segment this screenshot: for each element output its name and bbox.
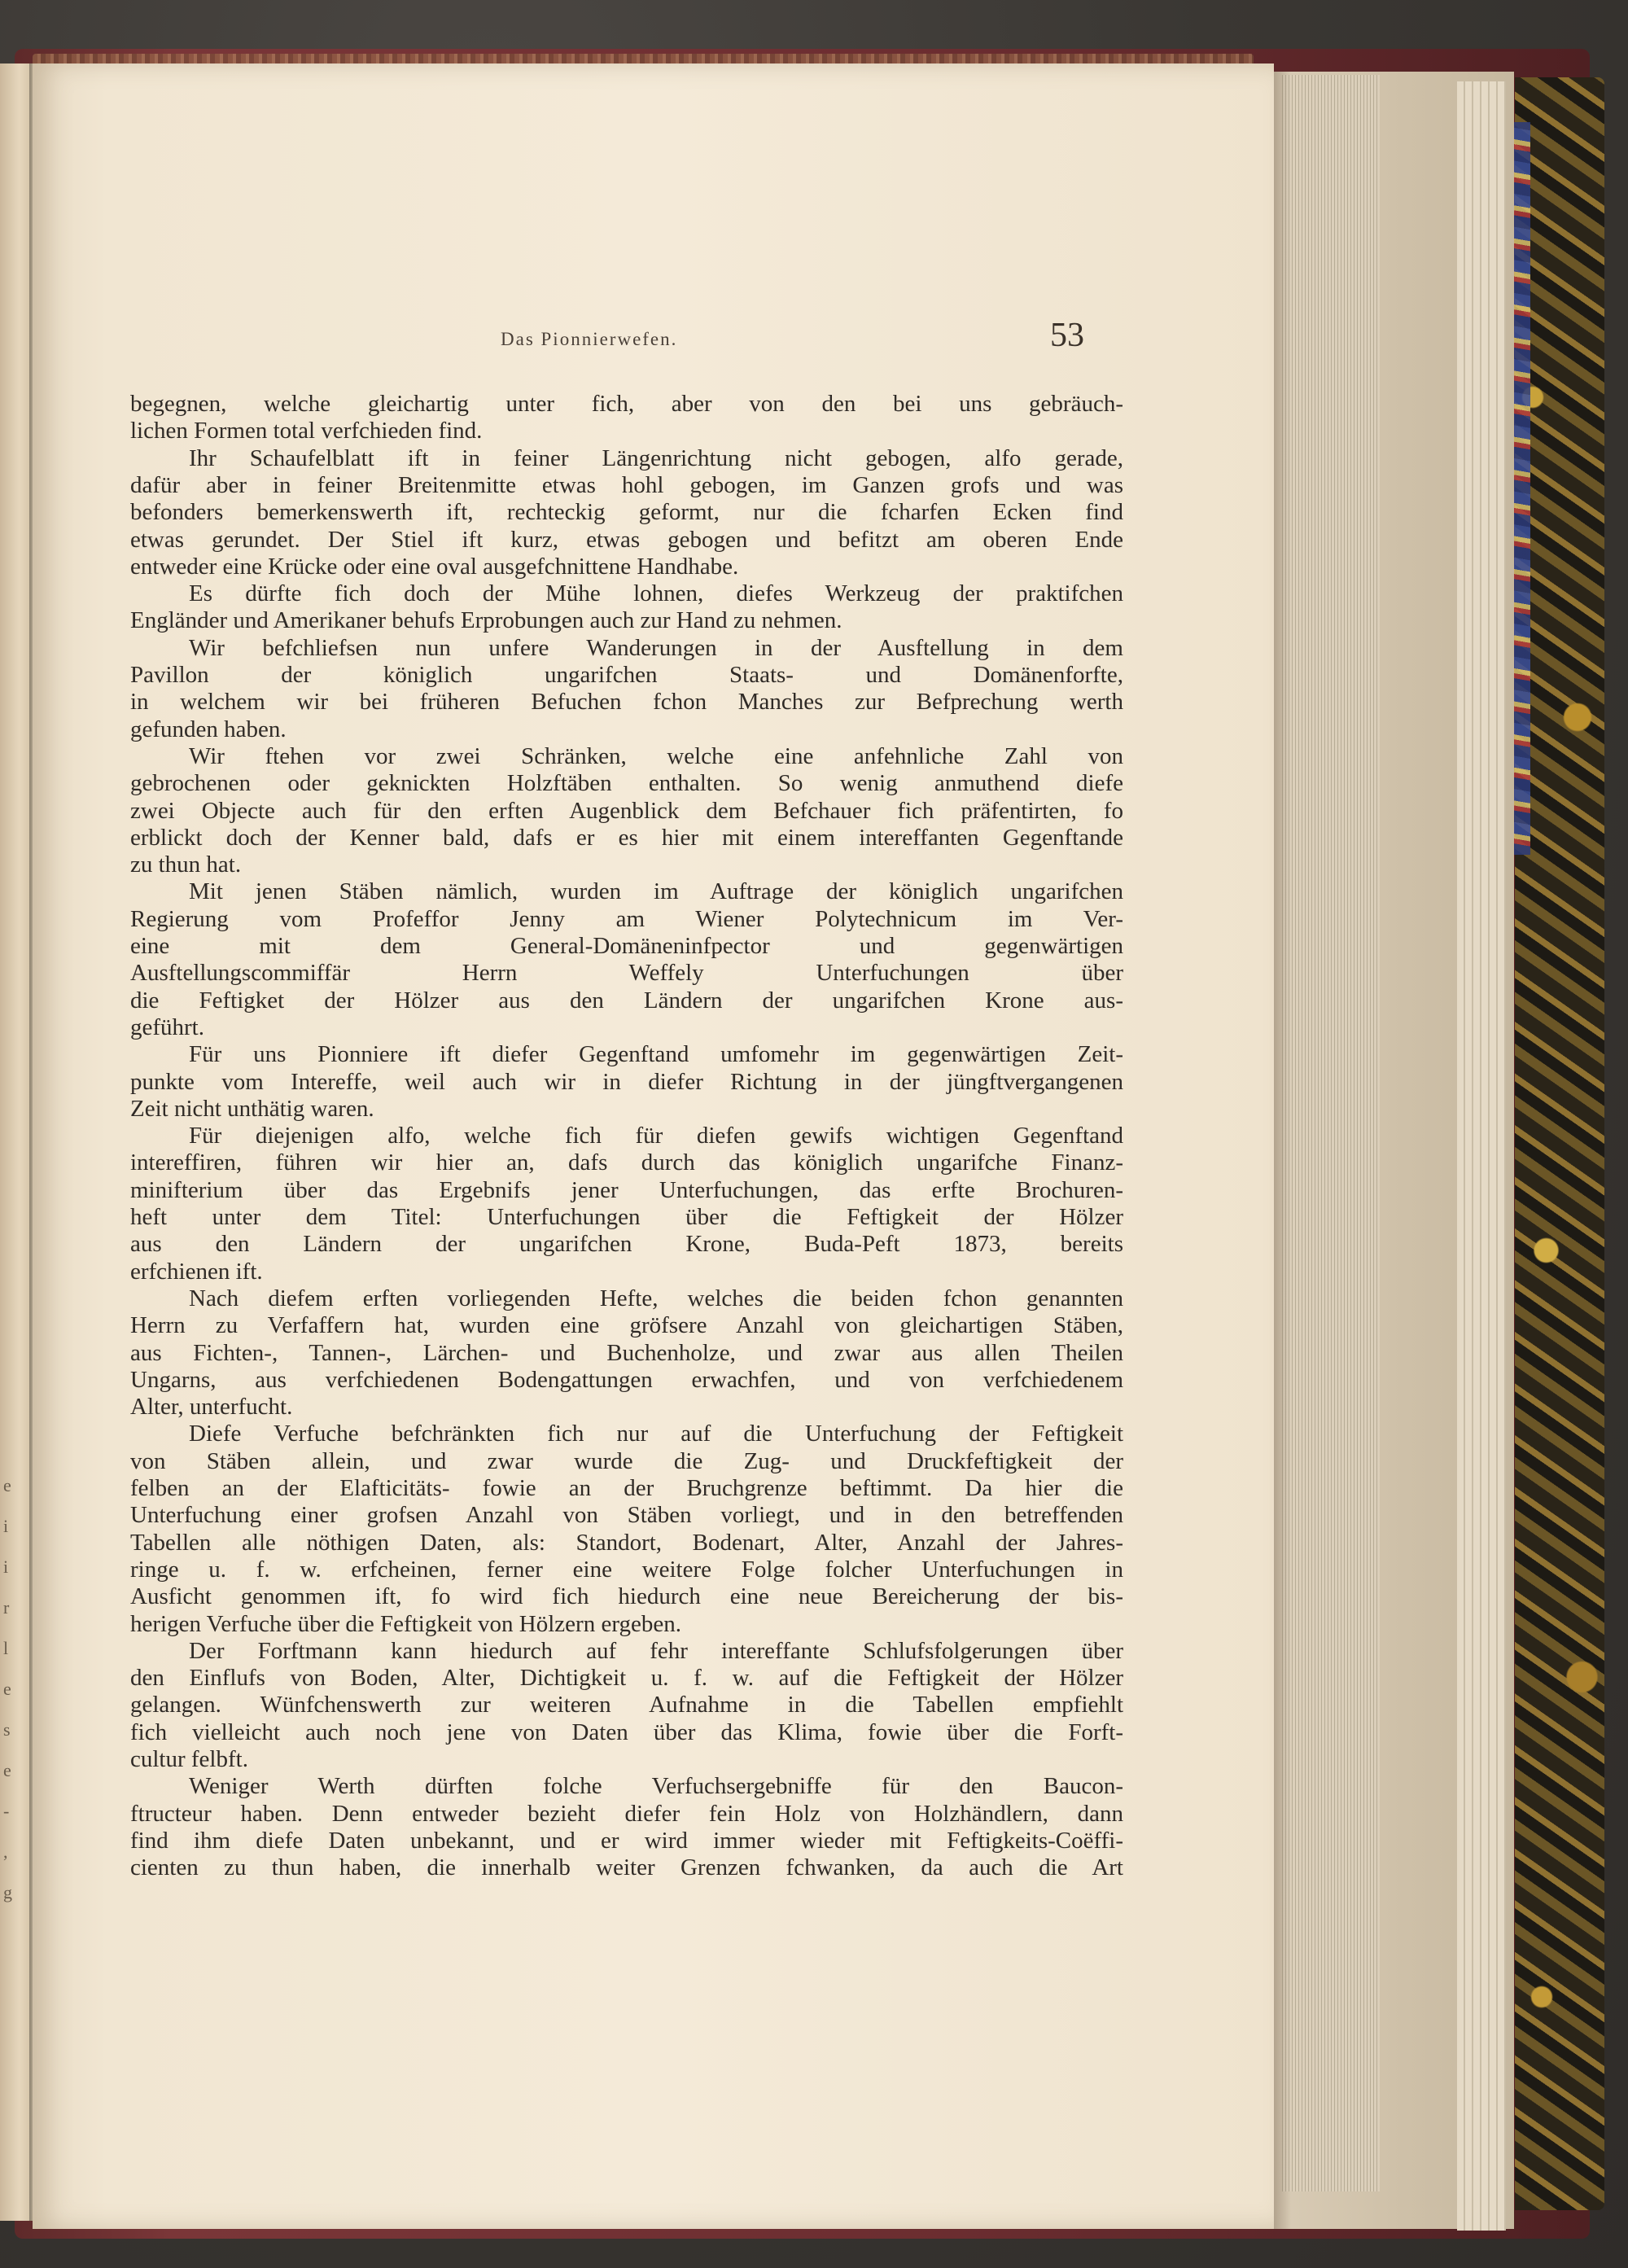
text-line: Der Forftmann kann hiedurch auf fehr intereffante Schlufsfolgerungen über bbox=[189, 1637, 1123, 1664]
text-line: ftructeur haben. Denn entweder bezieht diefer fein Holz von Holzhändlern, dann bbox=[130, 1800, 1123, 1827]
text-line: Regierung vom Profeffor Jenny am Wiener Polytechnicum im Ver- bbox=[130, 905, 1123, 932]
text-line: Ihr Schaufelblatt ift in feiner Längenrichtung nicht gebogen, alfo gerade, bbox=[189, 444, 1123, 471]
text-line: heft unter dem Titel: Unterfuchungen über die Feftigkeit der Hölzer bbox=[130, 1204, 1123, 1230]
marbled-edge-accent bbox=[1512, 122, 1530, 855]
text-line: Zeit nicht unthätig waren. bbox=[130, 1095, 374, 1122]
text-line: Mit jenen Stäben nämlich, wurden im Auftrage der königlich ungarifchen bbox=[189, 878, 1123, 905]
margin-letter: g bbox=[3, 1882, 12, 1902]
left-page-margin-letters bbox=[3, 1465, 20, 1921]
text-line: Alter, unterfucht. bbox=[130, 1394, 293, 1421]
text-line: herigen Verfuche über die Feftigkeit von Hölzern ergeben. bbox=[130, 1610, 681, 1637]
text-line: aus Fichten-, Tannen-, Lärchen- und Buchenholze, und zwar aus allen Theilen bbox=[130, 1339, 1123, 1366]
text-line: erfchienen ift. bbox=[130, 1258, 263, 1285]
text-line: Unterfuchung einer grofsen Anzahl von Stäben vorliegt, und in den betreffenden bbox=[130, 1502, 1123, 1529]
margin-letter: e bbox=[3, 1760, 11, 1780]
text-line: punkte vom Intereffe, weil auch wir in diefer Richtung in der jüngftvergangenen bbox=[130, 1068, 1123, 1095]
text-line: gefunden haben. bbox=[130, 716, 287, 742]
running-head bbox=[33, 259, 1274, 354]
text-line: Wir befchliefsen nun unfere Wanderungen in der Ausftellung in dem bbox=[189, 634, 1123, 661]
page-number: 53 bbox=[1050, 317, 1084, 354]
page-stack-lines bbox=[1282, 75, 1380, 2191]
text-line: find ihm diefe Daten unbekannt, und er wird immer wieder mit Feftigkeits-Coëffi- bbox=[130, 1827, 1123, 1854]
running-title: Das Pionnierwefen. bbox=[501, 329, 678, 349]
text-line: gebrochenen oder geknickten Holzftäben enthalten. So wenig anmuthend diefe bbox=[130, 770, 1123, 797]
text-line: ringe u. f. w. erfcheinen, ferner eine weitere Folge folcher Unterfuchungen in bbox=[130, 1556, 1123, 1583]
text-line: Ungarns, aus verfchiedenen Bodengattungen erwachfen, und von verfchiedenem bbox=[130, 1366, 1123, 1393]
text-line: fich vielleicht auch noch jene von Daten über das Klima, fowie über die Forft- bbox=[130, 1719, 1123, 1745]
text-line: Für diejenigen alfo, welche fich für diefen gewifs wichtigen Gegenftand bbox=[189, 1123, 1123, 1149]
text-line: minifterium über das Ergebnifs jener Unterfuchungen, das erfte Brochuren- bbox=[130, 1176, 1123, 1203]
text-line: erblickt doch der Kenner bald, dafs er es hier mit einem intereffanten Gegenftande bbox=[130, 824, 1123, 851]
text-line: Für uns Pionniere ift diefer Gegenftand umfomehr im gegenwärtigen Zeit- bbox=[189, 1041, 1123, 1068]
margin-letter: s bbox=[3, 1719, 11, 1740]
text-line: befonders bemerkenswerth ift, rechteckig geformt, nur die fcharfen Ecken find bbox=[130, 499, 1123, 526]
text-line: entweder eine Krücke oder eine oval ausgefchnittene Handhabe. bbox=[130, 553, 739, 580]
text-line: von Stäben allein, und zwar wurde die Zug- und Druckfeftigkeit der bbox=[130, 1447, 1123, 1474]
text-line: zwei Objecte auch für den erften Augenblick dem Befchauer fich präfentirten, fo bbox=[130, 797, 1123, 824]
text-line: cultur felbft. bbox=[130, 1746, 248, 1772]
margin-letter: i bbox=[3, 1516, 9, 1536]
text-line: begegnen, welche gleichartig unter fich, aber von den bei uns gebräuch- bbox=[130, 391, 1123, 417]
text-line: intereffiren, führen wir hier an, dafs durch das königlich ungarifche Finanz- bbox=[130, 1149, 1123, 1176]
margin-letter: - bbox=[3, 1801, 10, 1821]
text-line: den Einflufs von Boden, Alter, Dichtigkeit u. f. w. auf die Feftigkeit der Hölzer bbox=[130, 1665, 1123, 1692]
margin-letter: i bbox=[3, 1557, 9, 1577]
text-line: eine mit dem General-Domäneninfpector und gegenwärtigen bbox=[130, 933, 1123, 959]
margin-letter: e bbox=[3, 1475, 11, 1495]
book-page bbox=[33, 63, 1274, 2229]
text-line: gelangen. Wünfchenswerth zur weiteren Aufnahme in die Tabellen empfiehlt bbox=[130, 1692, 1123, 1719]
text-line: Es dürfte fich doch der Mühe lohnen, diefes Werkzeug der praktifchen bbox=[189, 580, 1123, 607]
page-stack-edges bbox=[1457, 81, 1506, 2231]
text-line: cienten zu thun haben, die innerhalb weiter Grenzen fchwanken, da auch die Art bbox=[130, 1854, 1123, 1881]
text-line: Weniger Werth dürften folche Verfuchsergebniffe für den Baucon- bbox=[189, 1773, 1123, 1800]
text-line: Pavillon der königlich ungarifchen Staats- und Domänenforfte, bbox=[130, 662, 1123, 688]
text-line: Engländer und Amerikaner behufs Erprobungen auch zur Hand zu nehmen. bbox=[130, 607, 842, 634]
text-line: aus den Ländern der ungarifchen Krone, Buda-Peft 1873, bereits bbox=[130, 1231, 1123, 1258]
margin-letter: r bbox=[3, 1597, 10, 1618]
margin-letter: e bbox=[3, 1679, 11, 1699]
text-line: dafür aber in feiner Breitenmitte etwas hohl gebogen, im Ganzen grofs und was bbox=[130, 471, 1123, 498]
text-line: Ausftellungscommiffär Herrn Weffely Unterfuchungen über bbox=[130, 960, 1123, 987]
text-line: Nach diefem erften vorliegenden Hefte, welches die beiden fchon genannten bbox=[189, 1285, 1123, 1311]
text-line: in welchem wir bei früheren Befuchen fchon Manches zur Befprechung werth bbox=[130, 689, 1123, 716]
text-line: die Feftigket der Hölzer aus den Ländern der ungarifchen Krone aus- bbox=[130, 987, 1123, 1014]
text-line: Wir ftehen vor zwei Schränken, welche eine anfehnliche Zahl von bbox=[189, 742, 1123, 769]
text-line: geführt. bbox=[130, 1014, 204, 1040]
text-line: etwas gerundet. Der Stiel ift kurz, etwas gebogen und befitzt am oberen Ende bbox=[130, 526, 1123, 553]
text-line: felben an der Elafticitäts- fowie an der Bruchgrenze beftimmt. Da hier die bbox=[130, 1475, 1123, 1501]
margin-letter: , bbox=[3, 1841, 8, 1862]
text-line: Tabellen alle nöthigen Daten, als: Standort, Bodenart, Alter, Anzahl der Jahres- bbox=[130, 1529, 1123, 1556]
text-line: Ausficht genommen ift, fo wird fich hiedurch eine neue Bereicherung der bis- bbox=[130, 1583, 1123, 1610]
text-line: Herrn zu Verfaffern hat, wurden eine gröfsere Anzahl von gleichartigen Stäben, bbox=[130, 1312, 1123, 1339]
text-line: lichen Formen total verfchieden find. bbox=[130, 418, 483, 444]
text-line: Diefe Verfuche befchränkten fich nur auf die Unterfuchung der Feftigkeit bbox=[189, 1421, 1123, 1447]
text-line: zu thun hat. bbox=[130, 852, 242, 878]
margin-letter: l bbox=[3, 1638, 9, 1658]
